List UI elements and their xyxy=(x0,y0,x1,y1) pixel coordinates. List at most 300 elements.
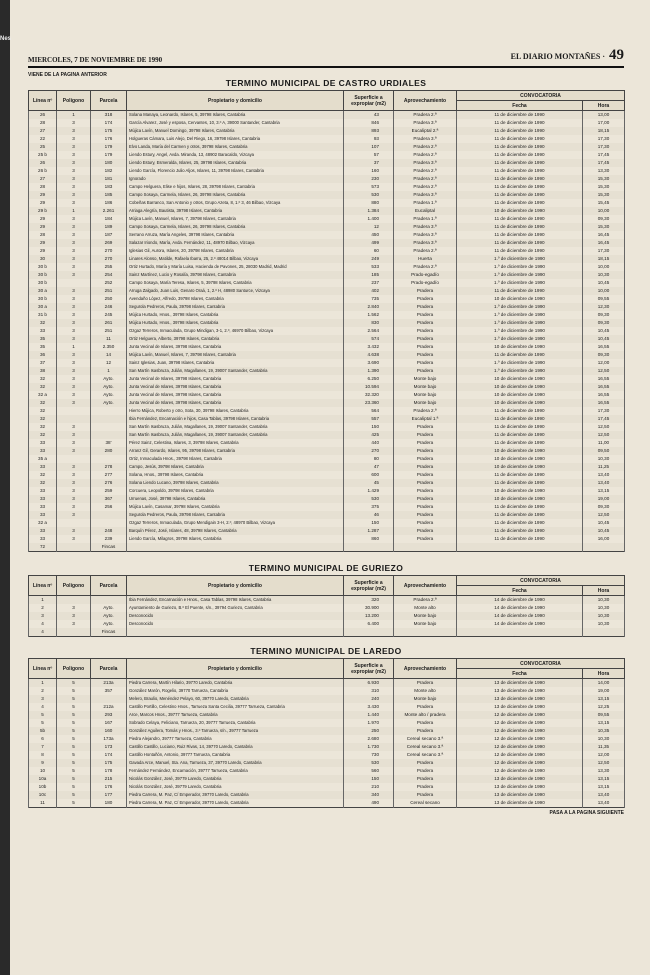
cell-aprovechamiento: Pradera 2.ª xyxy=(394,596,457,605)
table-row xyxy=(29,327,625,335)
cell-linea: 36 xyxy=(29,351,57,359)
col-poligono: Polígono xyxy=(57,576,91,596)
cell-aprovechamiento: Pradera xyxy=(394,679,457,688)
cell-superficie: 1.562 xyxy=(344,311,394,319)
cell-hora: 10,45 xyxy=(583,335,625,343)
cell-linea: 33 xyxy=(29,511,57,519)
table-row xyxy=(29,159,625,167)
cell-linea: 8 xyxy=(29,751,57,759)
cell-poligono: 3 xyxy=(57,271,91,279)
col-poligono: Polígono xyxy=(57,91,91,111)
cell-linea: 29 xyxy=(29,223,57,231)
cell-superficie: 530 xyxy=(344,191,394,199)
cell-poligono: 3 xyxy=(57,439,91,447)
cell-aprovechamiento: Pradera xyxy=(394,719,457,727)
cell-propietario: Hierro Mújica, Roberto y otro, Sota, 30, 39798 Islares, Cantabria xyxy=(127,407,344,415)
masthead: EL DIARIO MONTAÑES · 49 xyxy=(510,47,624,63)
expropriation-table xyxy=(28,658,625,808)
cell-linea: 32 xyxy=(29,423,57,431)
cell-linea: 32 xyxy=(29,415,57,423)
cell-fecha: 10 de diciembre de 1990 xyxy=(457,295,583,303)
cell-propietario: García Alvarez, José y esposa, Cervantes, 10, 3.º A, 39000 Santander, Cantabria xyxy=(127,119,344,127)
cell-superficie: 6.250 xyxy=(344,375,394,383)
cell-superficie: 560 xyxy=(344,767,394,775)
cell-superficie: 23.360 xyxy=(344,399,394,407)
cell-fecha: 13 de diciembre de 1990 xyxy=(457,775,583,783)
cell-parcela: 184 xyxy=(91,215,127,223)
cell-linea: 32 xyxy=(29,407,57,415)
cell-parcela: 270 xyxy=(91,247,127,255)
cell-fecha: 11 de diciembre de 1990 xyxy=(457,351,583,359)
cell-fecha: 12 de diciembre de 1990 xyxy=(457,727,583,735)
cell-propietario: Campo Sosaya, Carmela, Islares, 26, 39798 Islares, Cantabria xyxy=(127,191,344,199)
cell-propietario: Solana Manaya, Leonardo, Islares, 5, 39798 Islares, Cantabria xyxy=(127,111,344,120)
cell-poligono xyxy=(57,407,91,415)
cell-parcela: 2.261 xyxy=(91,207,127,215)
cell-propietario: Mújica Hurtado, Hnos., 39798 Islares, Cantabria xyxy=(127,311,344,319)
col-superficie: Superficie a expropiar (m2) xyxy=(344,659,394,679)
cell-poligono: 3 xyxy=(57,375,91,383)
cell-hora: 09,30 xyxy=(583,319,625,327)
cell-parcela: 174 xyxy=(91,119,127,127)
cell-superficie: 735 xyxy=(344,295,394,303)
cell-propietario: Mújica Lavín, Casamar, 39798 Islares, Cantabria xyxy=(127,503,344,511)
cell-aprovechamiento: Pradera 2.ª xyxy=(394,407,457,415)
cell-linea: 35 xyxy=(29,343,57,351)
cell-parcela: 176 xyxy=(91,783,127,791)
cell-aprovechamiento: Pradera xyxy=(394,703,457,711)
table-row xyxy=(29,783,625,791)
cell-propietario: Junta Vecinal de Islares, 39798 Islares, Cantabria xyxy=(127,399,344,407)
cell-hora: 13,15 xyxy=(583,719,625,727)
cell-parcela: 189 xyxy=(91,223,127,231)
table-row xyxy=(29,199,625,207)
cell-aprovechamiento: Pradera 3.ª xyxy=(394,135,457,143)
cell-poligono: 5 xyxy=(57,767,91,775)
cell-superficie: 13.200 xyxy=(344,612,394,620)
table-row xyxy=(29,471,625,479)
cell-propietario: Corcuera, Leopoldo, 39798 Islares, Cantabria xyxy=(127,487,344,495)
cell-propietario: Arce, Marcos Hnos., 39777 Tarrueza, Cantabria xyxy=(127,711,344,719)
cell-propietario: Desconocido xyxy=(127,612,344,620)
cell-poligono: 5 xyxy=(57,695,91,703)
cell-superficie: 1.287 xyxy=(344,527,394,535)
cell-parcela: Ayto. xyxy=(91,399,127,407)
cell-linea: 38 xyxy=(29,367,57,375)
col-fecha: Fecha xyxy=(457,101,583,111)
cell-superficie: 1.429 xyxy=(344,487,394,495)
cell-poligono xyxy=(57,596,91,605)
cell-superficie: 37 xyxy=(344,159,394,167)
cell-hora: 10,45 xyxy=(583,527,625,535)
cell-aprovechamiento: Pradera 2.ª xyxy=(394,111,457,120)
cell-propietario: San Martín Isasbruza, Julián, Magallanes, 19, 39007 Santander, Cantabria xyxy=(127,367,344,375)
cell-superficie: 425 xyxy=(344,431,394,439)
cell-aprovechamiento: Pradera 3.ª xyxy=(394,119,457,127)
table-row xyxy=(29,447,625,455)
cell-linea: 1 xyxy=(29,596,57,605)
table-row xyxy=(29,335,625,343)
cell-aprovechamiento: Pradera xyxy=(394,359,457,367)
cell-superficie: 60 xyxy=(344,247,394,255)
cell-poligono: 3 xyxy=(57,175,91,183)
cell-superficie: 450 xyxy=(344,231,394,239)
continued-footer: PASA A LA PAGINA SIGUIENTE xyxy=(549,810,624,816)
cell-propietario: Segurola Pedreros, Paula, 39798 Islares, Cantabria xyxy=(127,511,344,519)
col-propietario: Propietario y domicilio xyxy=(127,659,344,679)
cell-hora xyxy=(583,628,625,637)
cell-parcela: 255 xyxy=(91,263,127,271)
cell-poligono: 5 xyxy=(57,703,91,711)
cell-hora: 09,55 xyxy=(583,711,625,719)
cell-poligono: 3 xyxy=(57,463,91,471)
cell-superficie: 270 xyxy=(344,447,394,455)
cell-fecha: 12 de diciembre de 1990 xyxy=(457,711,583,719)
col-fecha: Fecha xyxy=(457,669,583,679)
cell-aprovechamiento: Pradera xyxy=(394,327,457,335)
cell-aprovechamiento: Pradera xyxy=(394,519,457,527)
cell-linea: 27 xyxy=(29,175,57,183)
cell-parcela: 245 xyxy=(91,311,127,319)
cell-aprovechamiento: Pradera 2.ª xyxy=(394,167,457,175)
cell-poligono: 3 xyxy=(57,391,91,399)
cell-hora: 16,45 xyxy=(583,231,625,239)
cell-linea: 26 xyxy=(29,159,57,167)
cell-aprovechamiento: Pradera xyxy=(394,431,457,439)
continued-label: VIENE DE LA PAGINA ANTERIOR xyxy=(28,72,107,78)
cell-propietario: Junta Vecinal de Islares, 39798 Islares, Cantabria xyxy=(127,391,344,399)
cell-linea: 22 xyxy=(29,135,57,143)
cell-aprovechamiento: Monte alto / pradera xyxy=(394,711,457,719)
cell-poligono: 3 xyxy=(57,223,91,231)
cell-parcela: 1 xyxy=(91,367,127,375)
cell-fecha: 12 de diciembre de 1990 xyxy=(457,743,583,751)
cell-superficie: 530 xyxy=(344,759,394,767)
cell-propietario: Mújica Lavín, Manuel, Islares, 7, 39798 Islares, Cantabria xyxy=(127,215,344,223)
table-row xyxy=(29,287,625,295)
section-title: TERMINO MUNICIPAL DE LAREDO xyxy=(250,646,402,656)
cell-linea: 33 xyxy=(29,535,57,543)
cell-poligono: 3 xyxy=(57,295,91,303)
table-row xyxy=(29,399,625,407)
cell-parcela: 248 xyxy=(91,527,127,535)
cell-parcela: Ayto. xyxy=(91,391,127,399)
cell-propietario: Piedra Carrera, M. Paz, C/ Emperador, 39770 Laredo, Cantabria xyxy=(127,791,344,799)
cell-parcela: Ayto. xyxy=(91,383,127,391)
cell-linea: 26 xyxy=(29,111,57,120)
cell-hora: 10,35 xyxy=(583,727,625,735)
cell-fecha: 10 de diciembre de 1990 xyxy=(457,207,583,215)
cell-linea: 30 b xyxy=(29,279,57,287)
table-row xyxy=(29,612,625,620)
cell-fecha: 11 de diciembre de 1990 xyxy=(457,191,583,199)
cell-aprovechamiento: Huerta xyxy=(394,255,457,263)
table-row xyxy=(29,527,625,535)
cell-propietario: Arriaga Alegría, Bautista, 39798 Islares, Cantabria xyxy=(127,207,344,215)
cell-aprovechamiento: Monte bajo xyxy=(394,383,457,391)
cell-fecha: 14 de diciembre de 1990 xyxy=(457,620,583,628)
table-row xyxy=(29,183,625,191)
col-linea: Línea nº xyxy=(29,659,57,679)
cell-linea: 10b xyxy=(29,783,57,791)
cell-parcela: 11 xyxy=(91,335,127,343)
table-row xyxy=(29,111,625,120)
cell-fecha: 1.º de diciembre de 1990 xyxy=(457,263,583,271)
cell-aprovechamiento: Pradera xyxy=(394,527,457,535)
cell-fecha xyxy=(457,628,583,637)
cell-superficie: 846 xyxy=(344,119,394,127)
cell-superficie: 1.970 xyxy=(344,719,394,727)
cell-superficie: 1.400 xyxy=(344,215,394,223)
col-convocatoria: CONVOCATORIA xyxy=(457,91,625,101)
table-row xyxy=(29,727,625,735)
cell-superficie: 93 xyxy=(344,135,394,143)
cell-poligono: 3 xyxy=(57,399,91,407)
cell-propietario: Solana, Hnos., 39798 Islares, Cantabria xyxy=(127,471,344,479)
cell-hora: 12,30 xyxy=(583,303,625,311)
cell-aprovechamiento: Pradera 2.ª xyxy=(394,263,457,271)
cell-superficie: 1.440 xyxy=(344,711,394,719)
cell-propietario: Sainz Martínez, Lucio y Rosalía, 39798 Islares, Cantabria xyxy=(127,271,344,279)
cell-poligono: 3 xyxy=(57,135,91,143)
cell-poligono: 3 xyxy=(57,471,91,479)
cell-hora: 17,30 xyxy=(583,135,625,143)
cell-poligono: 5 xyxy=(57,791,91,799)
cell-aprovechamiento: Pradera xyxy=(394,311,457,319)
cell-linea: 35 xyxy=(29,335,57,343)
cell-aprovechamiento: Pradera xyxy=(394,351,457,359)
page-header xyxy=(28,47,624,68)
cell-superficie: 10.594 xyxy=(344,383,394,391)
cell-fecha: 12 de diciembre de 1990 xyxy=(457,735,583,743)
cell-linea: 28 xyxy=(29,119,57,127)
cell-poligono: 5 xyxy=(57,687,91,695)
cell-parcela xyxy=(91,695,127,703)
cell-parcela: 178 xyxy=(91,767,127,775)
table-row xyxy=(29,343,625,351)
cell-fecha: 10 de diciembre de 1990 xyxy=(457,463,583,471)
cell-hora: 10,00 xyxy=(583,287,625,295)
cell-poligono: 3 xyxy=(57,127,91,135)
issue-date: MIERCOLES, 7 DE NOVIEMBRE DE 1990 xyxy=(28,56,163,64)
cell-fecha: 11 de diciembre de 1990 xyxy=(457,127,583,135)
cell-fecha: 1.º de diciembre de 1990 xyxy=(457,359,583,367)
cell-poligono: 5 xyxy=(57,799,91,808)
cell-hora: 09,55 xyxy=(583,295,625,303)
cell-aprovechamiento: Eucaliptal xyxy=(394,207,457,215)
col-hora: Hora xyxy=(583,101,625,111)
cell-hora: 16,55 xyxy=(583,383,625,391)
cell-hora: 10,30 xyxy=(583,596,625,605)
cell-parcela: 277 xyxy=(91,471,127,479)
cell-hora: 12,50 xyxy=(583,431,625,439)
cell-poligono: 3 xyxy=(57,263,91,271)
cell-parcela: 174 xyxy=(91,751,127,759)
cell-propietario: Ignorado xyxy=(127,175,344,183)
cell-aprovechamiento: Prado-egadío xyxy=(394,271,457,279)
cell-poligono: 3 xyxy=(57,535,91,543)
table-row xyxy=(29,767,625,775)
cell-fecha: 11 de diciembre de 1990 xyxy=(457,183,583,191)
cell-linea: 30 b xyxy=(29,295,57,303)
cell-hora: 09,30 xyxy=(583,311,625,319)
cell-aprovechamiento: Pradera xyxy=(394,471,457,479)
cell-linea: 33 xyxy=(29,495,57,503)
cell-linea: 25 xyxy=(29,143,57,151)
cell-aprovechamiento: Monte bajo xyxy=(394,620,457,628)
cell-poligono: 3 xyxy=(57,495,91,503)
cell-fecha: 10 de diciembre de 1990 xyxy=(457,487,583,495)
cell-hora: 16,55 xyxy=(583,375,625,383)
cell-parcela: 213a xyxy=(91,679,127,688)
cell-superficie: 490 xyxy=(344,799,394,808)
table-row xyxy=(29,271,625,279)
cell-propietario: Melero, Braulio, Menéndez Pelayo, 60, 39770 Laredo, Cantabria xyxy=(127,695,344,703)
cell-propietario: González Marón, Rogelio, 39770 Tarrueza, Cantabria xyxy=(127,687,344,695)
cell-propietario: Ortiz Helguera, Alberto, 39798 Islares, Cantabria xyxy=(127,335,344,343)
cell-fecha: 14 de diciembre de 1990 xyxy=(457,604,583,612)
cell-aprovechamiento: Pradera xyxy=(394,367,457,375)
cell-aprovechamiento: Eucaliptal 1.ª xyxy=(394,415,457,423)
cell-fecha: 11 de diciembre de 1990 xyxy=(457,239,583,247)
cell-linea: 3 xyxy=(29,695,57,703)
cell-aprovechamiento: Pradera xyxy=(394,535,457,543)
cell-aprovechamiento: Pradera 3.ª xyxy=(394,231,457,239)
cell-aprovechamiento: Pradera 3.ª xyxy=(394,239,457,247)
cell-superficie: 1.730 xyxy=(344,743,394,751)
cell-hora: 13,15 xyxy=(583,775,625,783)
cell-fecha: 10 de diciembre de 1990 xyxy=(457,399,583,407)
cell-superficie: 6.930 xyxy=(344,679,394,688)
cell-linea: 6 xyxy=(29,735,57,743)
cell-superficie: 3.432 xyxy=(344,343,394,351)
cell-hora: 16,55 xyxy=(583,391,625,399)
cell-linea: 32 xyxy=(29,479,57,487)
cell-propietario: Mújica Lavín, Manuel Domingo, 39798 Islares, Cantabria xyxy=(127,127,344,135)
table-row xyxy=(29,735,625,743)
cell-superficie: 45 xyxy=(344,479,394,487)
cell-hora: 10,30 xyxy=(583,620,625,628)
cell-superficie xyxy=(344,543,394,552)
cell-fecha: 11 de diciembre de 1990 xyxy=(457,415,583,423)
cell-hora: 11,35 xyxy=(583,743,625,751)
cell-fecha: 11 de diciembre de 1990 xyxy=(457,423,583,431)
cell-hora: 12,50 xyxy=(583,511,625,519)
cell-aprovechamiento: Pradera 3.ª xyxy=(394,159,457,167)
cell-parcela: 182 xyxy=(91,167,127,175)
table-row xyxy=(29,223,625,231)
cell-poligono: 3 xyxy=(57,151,91,159)
col-aprovechamiento: Aprovechamiento xyxy=(394,91,457,111)
cell-aprovechamiento: Pradera xyxy=(394,343,457,351)
cell-poligono xyxy=(57,279,91,287)
cell-poligono: 1 xyxy=(57,111,91,120)
cell-poligono: 3 xyxy=(57,351,91,359)
cell-fecha: 11 de diciembre de 1990 xyxy=(457,119,583,127)
cell-propietario: Arruga Zalgado, Juan Luis, Genaro Oraá, 1, 2.º H, 48980 Santurce, Vizcaya xyxy=(127,287,344,295)
cell-propietario: Sobrado Celaya, Feliciano, Tarrueza, 20, 39777 Tarrueza, Cantabria xyxy=(127,719,344,727)
cell-superficie: 375 xyxy=(344,503,394,511)
cell-fecha: 1.º de diciembre de 1990 xyxy=(457,319,583,327)
table-row xyxy=(29,119,625,127)
table-row xyxy=(29,407,625,415)
cell-propietario: Mújica Lavín, Manuel, Islares, 7, 39798 Islares, Cantabria xyxy=(127,351,344,359)
cell-superficie: 860 xyxy=(344,535,394,543)
cell-fecha: 11 de diciembre de 1990 xyxy=(457,247,583,255)
cell-aprovechamiento: Pradera 1.ª xyxy=(394,199,457,207)
cell-parcela: 160 xyxy=(91,727,127,735)
cell-aprovechamiento: Pradera xyxy=(394,767,457,775)
table-row xyxy=(29,799,625,808)
table-row xyxy=(29,247,625,255)
cell-fecha: 11 de diciembre de 1990 xyxy=(457,199,583,207)
cell-linea: 32 xyxy=(29,471,57,479)
cell-linea: 33 xyxy=(29,503,57,511)
cell-fecha: 11 de diciembre de 1990 xyxy=(457,519,583,527)
cell-linea: 33 xyxy=(29,327,57,335)
cell-propietario: Arranz Gil, Gerardo, Islares, 95, 39798 Islares, Cantabria xyxy=(127,447,344,455)
cell-poligono: 3 xyxy=(57,287,91,295)
cell-parcela: 185 xyxy=(91,191,127,199)
cell-linea: 10 xyxy=(29,767,57,775)
cell-superficie: 57 xyxy=(344,151,394,159)
cell-parcela: 367 xyxy=(91,495,127,503)
cell-propietario: Castillo Portillo, Celestino Hnos., Tarrueza Santa Cecilia, 39777 Tarrueza, Cantabria xyxy=(127,703,344,711)
cell-hora: 10,30 xyxy=(583,271,625,279)
cell-poligono: 1 xyxy=(57,207,91,215)
cell-superficie: 47 xyxy=(344,463,394,471)
cell-aprovechamiento: Pradera xyxy=(394,287,457,295)
cell-hora: 18,15 xyxy=(583,127,625,135)
cell-poligono: 5 xyxy=(57,679,91,688)
cell-fecha: 11 de diciembre de 1990 xyxy=(457,215,583,223)
cell-fecha: 14 de diciembre de 1990 xyxy=(457,596,583,605)
cell-propietario: Ortiz, Inmaculada Hnos., 39798 Islares, Cantabria xyxy=(127,455,344,463)
cell-poligono: 3 xyxy=(57,359,91,367)
table-row xyxy=(29,359,625,367)
cell-superficie: 557 xyxy=(344,415,394,423)
cell-aprovechamiento: Eucaliptal 2.ª xyxy=(394,127,457,135)
cell-linea: 32 xyxy=(29,399,57,407)
cell-hora: 17,45 xyxy=(583,159,625,167)
cell-superficie: 730 xyxy=(344,751,394,759)
cell-hora: 10,30 xyxy=(583,604,625,612)
cell-linea: 33 xyxy=(29,439,57,447)
cell-fecha: 11 de diciembre de 1990 xyxy=(457,471,583,479)
cell-superficie: 150 xyxy=(344,423,394,431)
cell-poligono: 3 xyxy=(57,335,91,343)
cell-hora: 17,45 xyxy=(583,151,625,159)
newspaper-page xyxy=(28,47,624,816)
cell-superficie: 440 xyxy=(344,439,394,447)
cell-superficie: 107 xyxy=(344,143,394,151)
expropriation-table xyxy=(28,90,625,552)
cell-linea: 4 xyxy=(29,703,57,711)
cell-hora: 16,55 xyxy=(583,343,625,351)
table-row xyxy=(29,628,625,637)
cell-superficie: 3.430 xyxy=(344,703,394,711)
cell-superficie: 402 xyxy=(344,287,394,295)
cell-poligono: 3 xyxy=(57,255,91,263)
table-row xyxy=(29,191,625,199)
cell-fecha: 1.º de diciembre de 1990 xyxy=(457,271,583,279)
cell-fecha: 10 de diciembre de 1990 xyxy=(457,343,583,351)
table-row xyxy=(29,695,625,703)
cell-linea: 32 xyxy=(29,375,57,383)
cell-linea: 4 xyxy=(29,628,57,637)
cell-superficie: 4.638 xyxy=(344,351,394,359)
cell-fecha: 11 de diciembre de 1990 xyxy=(457,159,583,167)
